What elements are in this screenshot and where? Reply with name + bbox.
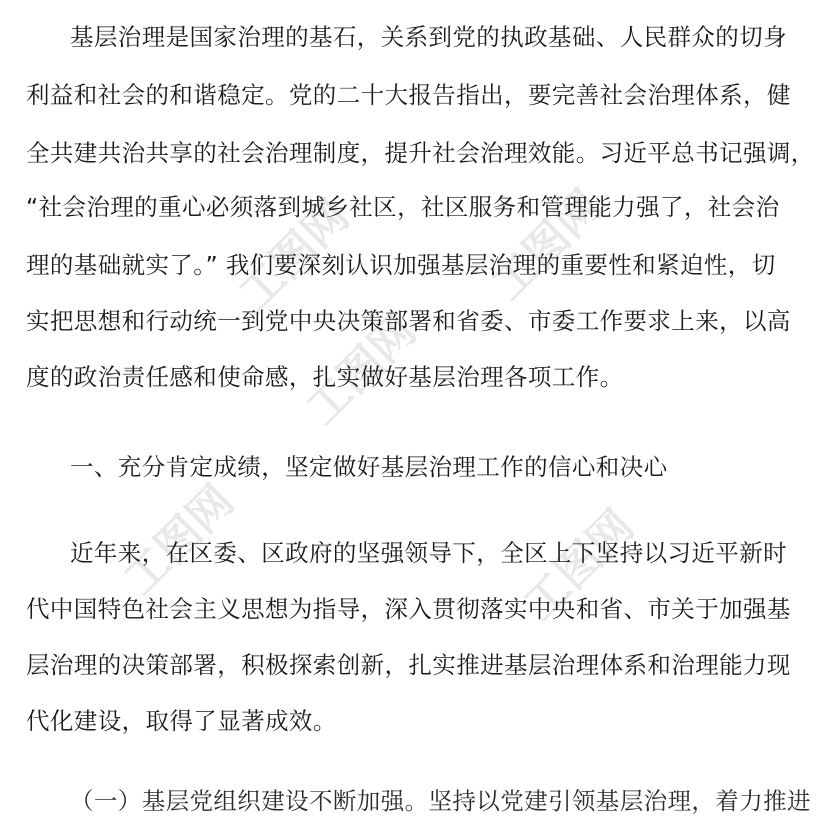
paragraph-line: 全共建共治共享的社会治理制度，提升社会治理效能。习近平总书记强调， [26, 139, 815, 167]
watermark: 工图网 [482, 180, 612, 310]
paragraph-line: 近年来，在区委、区政府的坚强领导下，全区上下坚持以习近平新时 [70, 539, 787, 567]
paragraph-line: 度的政治责任感和使命感，扎实做好基层治理各项工作。 [26, 363, 624, 391]
paragraph-line: 利益和社会的和谐稳定。党的二十大报告指出，要完善社会治理体系，健 [26, 81, 791, 109]
watermark: 工图网 [296, 305, 426, 435]
paragraph-line: 理的基础就实了。” 我们要深刻认识加强基层治理的重要性和紧迫性，切 [26, 251, 776, 279]
paragraph-line: 基层治理是国家治理的基石，关系到党的执政基础、人民群众的切身 [70, 23, 787, 51]
paragraph-line: 实把思想和行动统一到党中央决策部署和省委、市委工作要求上来，以高 [26, 307, 791, 335]
paragraph-line: “社会治理的重心必须落到城乡社区，社区服务和管理能力强了，社会治 [26, 193, 780, 221]
section-heading: 一、充分肯定成绩，坚定做好基层治理工作的信心和决心 [70, 453, 668, 481]
watermark: 工图网 [229, 190, 359, 320]
paragraph-line: 代化建设，取得了显著成效。 [26, 707, 337, 735]
watermark: 工图网 [114, 475, 244, 605]
paragraph-line: 代中国特色社会主义思想为指导，深入贯彻落实中央和省、市关于加强基 [26, 595, 791, 623]
watermark: 工图网 [514, 500, 644, 630]
paragraph-line: 层治理的决策部署，积极探索创新，扎实推进基层治理体系和治理能力现 [26, 651, 791, 679]
paragraph-line-partial: （一）基层党组织建设不断加强。坚持以党建引领基层治理，着力推进 [70, 787, 811, 815]
